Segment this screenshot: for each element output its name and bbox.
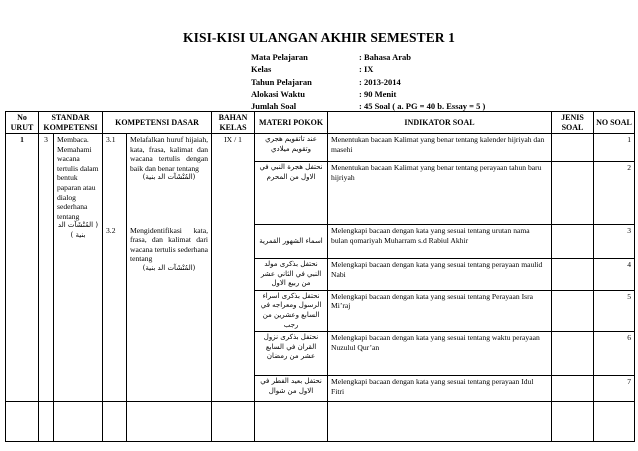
kd2-number: 3.2	[103, 225, 127, 402]
empty-cell	[255, 402, 328, 442]
indikator-cell: Melengkapi bacaan dengan kata yang sesuai tentang Perayaan Isra Mi’raj	[328, 290, 552, 331]
meta-block	[251, 51, 485, 112]
jenis-cell	[552, 259, 594, 291]
materi-cell: عند تاتقويم هجري وتقويم ميلادي	[255, 134, 328, 162]
bahan-kelas: IX / 1	[212, 134, 255, 402]
indikator-cell: Melengkapi bacaan dengan kata yang sesuai tentang perayaan maulid Nabi	[328, 259, 552, 291]
empty-cell	[54, 402, 103, 442]
sk-cell	[54, 134, 103, 402]
meta-label: Mata Pelajaran	[251, 52, 308, 62]
sk-number: 3	[39, 134, 54, 402]
kd1-cell	[127, 134, 212, 225]
row-number: 1	[6, 134, 39, 402]
meta-value: : 2013-2014	[359, 76, 401, 87]
jenis-cell	[552, 376, 594, 402]
meta-row	[251, 76, 485, 88]
header-kompetensi: KOMPETENSI DASAR	[103, 112, 212, 134]
nosoal-cell: 1	[594, 134, 635, 162]
header-indikator: INDIKATOR SOAL	[328, 112, 552, 134]
empty-cell	[103, 402, 127, 442]
jenis-cell	[552, 162, 594, 225]
materi-cell: نحتفل بذكرى اسراء الرسول ومعراجه في السابع وعشرين من رجب	[255, 290, 328, 331]
materi-cell: نحتفل بعيد الفطر في الاول من شوال	[255, 376, 328, 402]
meta-row	[251, 63, 485, 75]
jenis-cell	[552, 134, 594, 162]
materi-cell: نحتفل هجرة النبي في الاول من المحرم	[255, 162, 328, 225]
meta-value: : IX	[359, 64, 374, 75]
indikator-cell: Menentukan bacaan Kalimat yang benar tentang perayaan tahun baru hijriyah	[328, 162, 552, 225]
empty-cell	[212, 402, 255, 442]
sk-arabic: ( المُنْشَآت الد بنية )	[57, 221, 99, 239]
meta-label: Jumlah Soal	[251, 101, 297, 112]
document-title: KISI-KISI ULANGAN AKHIR SEMESTER 1	[183, 30, 455, 45]
kd2-cell	[127, 225, 212, 402]
meta-label: Alokasi Waktu	[251, 88, 305, 99]
indikator-cell: Melengkapi bacaan dengan kata yang sesuai tentang perayaan Idul Fitri	[328, 376, 552, 402]
empty-cell	[127, 402, 212, 442]
table-row	[6, 134, 635, 162]
kd1-arabic: (المُنْشَآت الد بنية)	[142, 173, 196, 182]
materi-cell: نحتفل بذكرى نزول القران في السابع عشر من رمضان	[255, 332, 328, 376]
sk-text: Membaca. Memahami wacana tertulis dalam bentuk paparan atau dialog sederhana tentang	[57, 135, 99, 221]
kd1-text: Melafalkan huruf hijaiah, kata, frasa, kalimat dan wacana tertulis dengan baik dan benar tentang	[130, 135, 209, 173]
header-materi: MATERI POKOK	[255, 112, 328, 134]
indikator-cell: Melengkapi bacaan dengan kata yang sesuai tentang waktu perayaan Nuzulul Qur’an	[328, 332, 552, 376]
meta-row	[251, 88, 485, 100]
jenis-cell	[552, 332, 594, 376]
meta-value: : 90 Menit	[359, 88, 397, 99]
materi-cell: نحتفل بذكرى مولد النبي في الثاني عشر من ربيع الاول	[255, 259, 328, 291]
indikator-cell: Menentukan bacaan Kalimat yang benar tentang kalender hijriyah dan masehi	[328, 134, 552, 162]
empty-cell	[328, 402, 552, 442]
meta-label: Kelas	[251, 64, 272, 75]
header-standar: STANDAR KOMPETENSI	[39, 112, 103, 134]
header-nosoal: NO SOAL	[594, 112, 635, 134]
meta-label: Tahun Pelajaran	[251, 76, 312, 87]
nosoal-cell: 4	[594, 259, 635, 291]
nosoal-cell: 3	[594, 225, 635, 259]
kd2-text: Mengidentifikasi kata, frasa, dan kalimat dari wacana tertulis sederhana tentang	[130, 225, 209, 264]
jenis-cell	[552, 290, 594, 331]
materi-cell: اسماء الشهور القمرية	[255, 225, 328, 259]
kd1-number: 3.1	[103, 134, 127, 225]
meta-row	[251, 51, 485, 63]
kisi-kisi-table	[5, 111, 635, 442]
meta-value: : Bahasa Arab	[359, 52, 411, 62]
table-row-empty	[6, 402, 635, 442]
nosoal-cell: 7	[594, 376, 635, 402]
header-bahan: BAHAN KELAS	[212, 112, 255, 134]
header-no: No URUT	[6, 112, 39, 134]
indikator-cell: Melengkapi bacaan dengan kata yang sesuai tentang urutan nama bulan qomariyah Muharram s.d Rabiul Akhir	[328, 225, 552, 259]
header-jenis: JENIS SOAL	[552, 112, 594, 134]
jenis-cell	[552, 225, 594, 259]
empty-cell	[594, 402, 635, 442]
kd2-arabic: (المُنْشَآت الد بنية)	[142, 263, 196, 272]
header-row	[6, 112, 635, 134]
nosoal-cell: 2	[594, 162, 635, 225]
empty-cell	[552, 402, 594, 442]
meta-value: : 45 Soal ( a. PG = 40 b. Essay = 5 )	[359, 101, 486, 112]
nosoal-cell: 6	[594, 332, 635, 376]
nosoal-cell: 5	[594, 290, 635, 331]
empty-cell	[6, 402, 39, 442]
empty-cell	[39, 402, 54, 442]
